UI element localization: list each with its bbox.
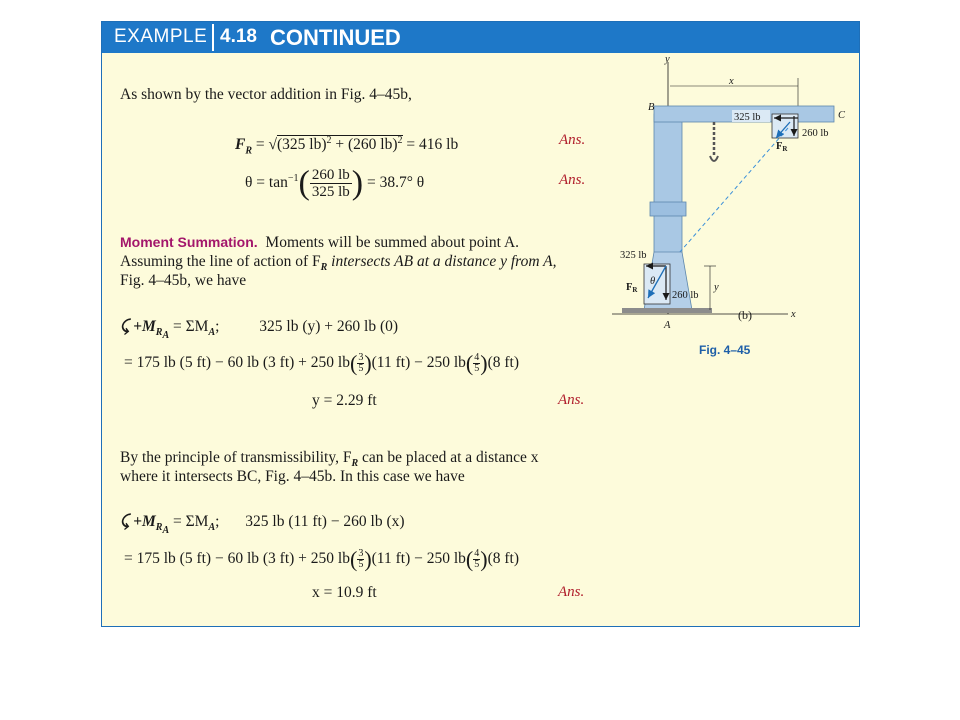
equation-moment-sum-2: = 175 lb (5 ft) − 60 lb (3 ft) + 250 lb( $\frac{3}{5}$ )(11 ft) − 250 lb( $\frac{4}{5}$ )(8 ft)	[124, 546, 519, 572]
answer-label: Ans.	[559, 172, 586, 188]
moment-heading-line: Moment Summation. Moments will be summed about point A.	[120, 234, 520, 251]
crane-column	[654, 114, 682, 264]
force-325-left-label: 325 lb	[620, 250, 647, 261]
moment-heading: Moment Summation.	[120, 234, 258, 250]
header-continued: CONTINUED	[270, 25, 401, 50]
intro-text: As shown by the vector addition in Fig. 4–45b,	[120, 86, 412, 103]
equation-theta: $\theta = \tan^{-1}$( $\frac{260 lb}{325 lb}$ ) = 38.7° θ	[245, 164, 425, 202]
equation-moment-x: ⤹ $+M_{R_A} = \Sigma M_A$; 325 lb (11 ft) − 260 lb (x)	[120, 513, 405, 537]
fr-top-label: FR	[776, 141, 788, 153]
y-dimension-label: y	[714, 282, 719, 293]
point-a-label: A	[664, 320, 671, 331]
figure-part-label: (b)	[738, 308, 752, 322]
moment-line-2: Assuming the line of action of $F_R$ intersects AB at a distance y from A,	[120, 253, 557, 274]
figure-caption: Fig. 4–45	[699, 343, 751, 357]
header-divider	[212, 24, 214, 51]
example-header	[102, 22, 859, 53]
point-c-label: C	[838, 110, 846, 121]
force-260-right-label: 260 lb	[802, 128, 829, 139]
example-panel	[101, 21, 860, 627]
x-dimension-label: x	[729, 76, 734, 87]
transmiss-line-2: where it intersects BC, Fig. 4–45b. In this case we have	[120, 468, 465, 485]
equation-fr: $F_R = √(325$ lb)$^2$ + (260 lb)$^2$ = 416 lb	[235, 135, 459, 157]
moment-line-3: Fig. 4–45b, we have	[120, 272, 247, 289]
transmiss-line-1: By the principle of transmissibility, $F_R$ can be placed at a distance x	[120, 449, 539, 470]
answer-label: Ans.	[558, 584, 585, 600]
column-collar	[650, 202, 686, 216]
point-b-label: B	[648, 102, 655, 113]
header-example-number: 4.18	[220, 26, 257, 47]
theta-label: θ	[650, 276, 656, 287]
equation-moment-sum-1: = 175 lb (5 ft) − 60 lb (3 ft) + 250 lb( $\frac{3}{5}$ )(11 ft) − 250 lb( $\frac{4}{5}$ )(8 ft)	[124, 350, 519, 376]
equation-moment-y: ⤹ $+M_{R_A} = \Sigma M_A$; 325 lb (y) + 260 lb (0)	[120, 318, 399, 342]
force-325-top-label: 325 lb	[734, 112, 761, 123]
ground-plate	[622, 308, 712, 313]
force-260-bottom-label: 260 lb	[672, 290, 699, 301]
result-x: x = 10.9 ft	[312, 584, 377, 601]
header-example-label: EXAMPLE	[114, 26, 208, 47]
result-y: y = 2.29 ft	[312, 392, 377, 409]
crane-figure	[592, 52, 862, 352]
y-axis-label: y	[665, 54, 670, 65]
fr-bottom-label: FR	[626, 282, 638, 294]
hook-icon	[710, 156, 718, 161]
answer-label: Ans.	[558, 392, 585, 408]
x-axis-label: x	[791, 309, 796, 320]
answer-label: Ans.	[559, 132, 586, 148]
